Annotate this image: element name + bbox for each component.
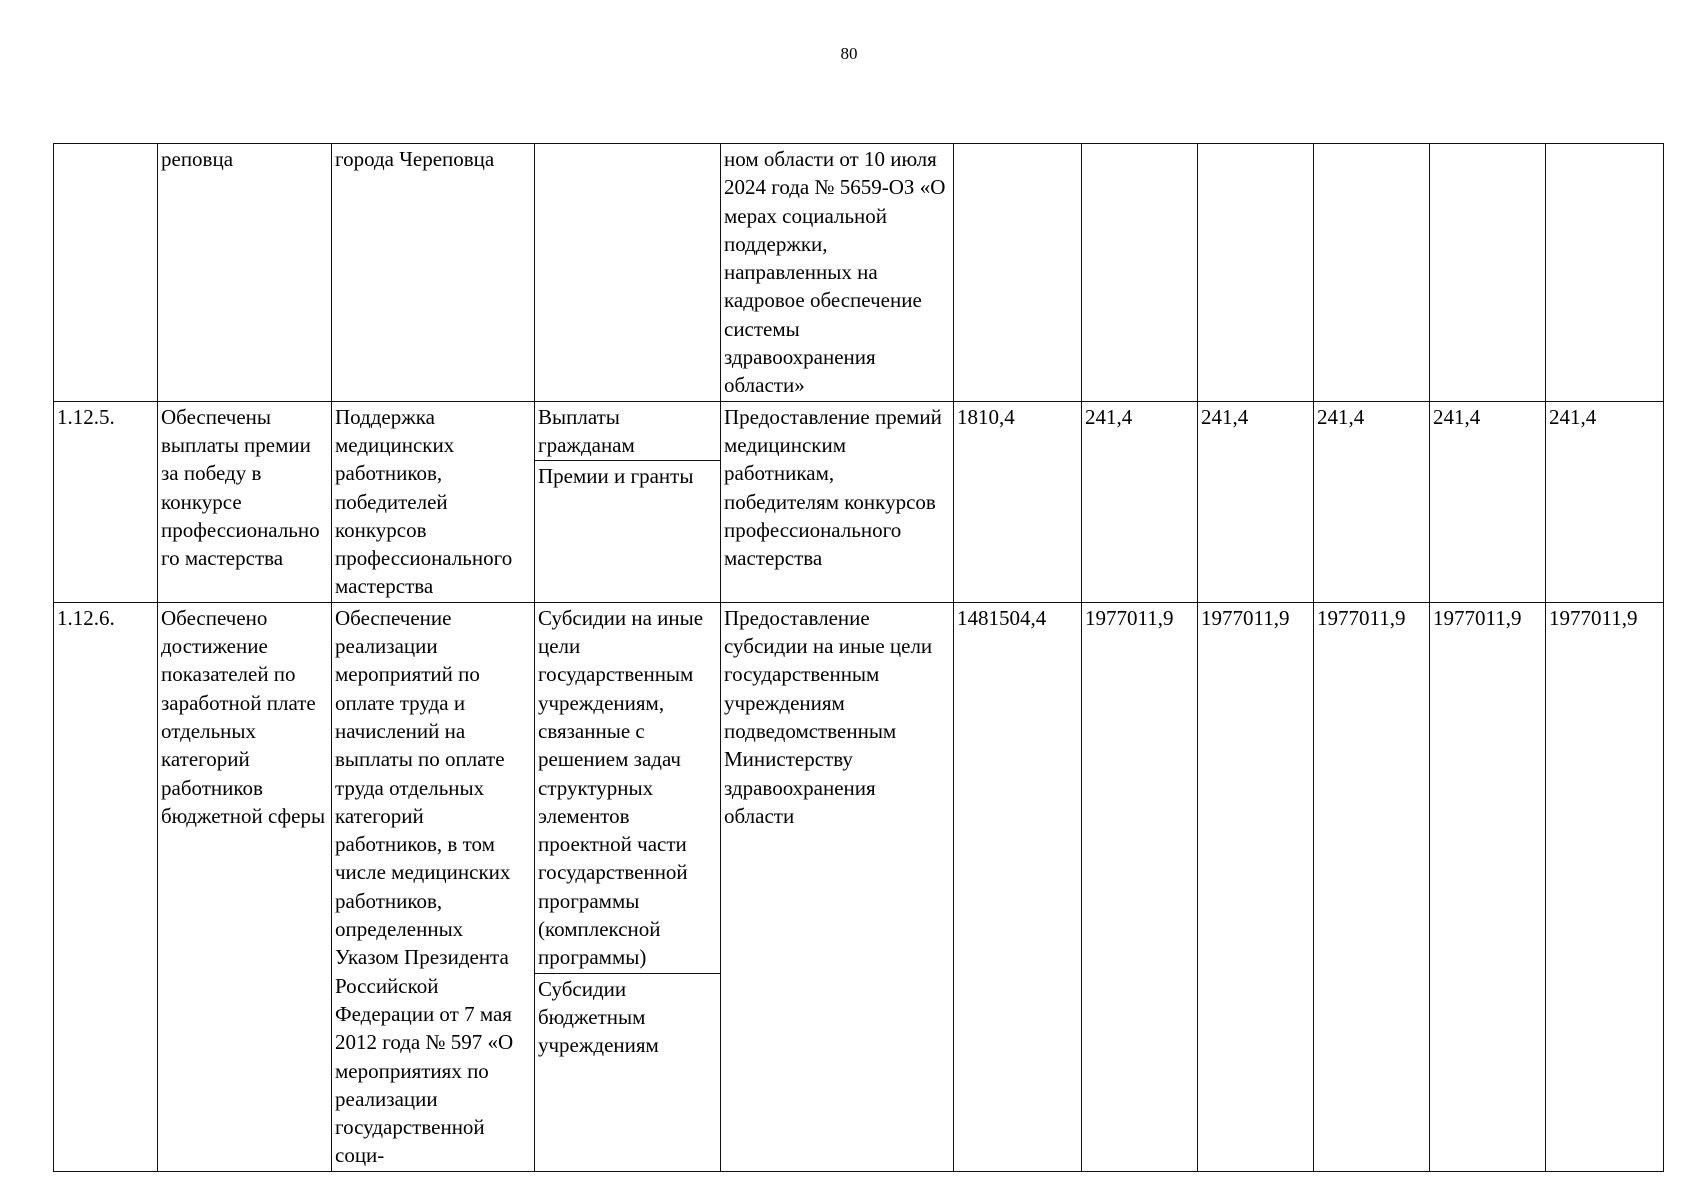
cell-value-5: 241,4 [1430,401,1546,602]
cell-value-6 [1546,144,1664,402]
cell-type-part: Премии и гранты [535,460,720,491]
page-number: 80 [840,44,858,63]
cell-type [535,602,721,1171]
cell-value-1: 1810,4 [954,401,1082,602]
cell-value-2 [1082,144,1198,402]
table-row [54,401,1664,602]
cell-type-part: Субсидии на иные цели государственным учреждениям, связанные с решением задач структурных элементов проектной части государственной программы (комплексной программы) [538,605,704,970]
cell-number [54,144,158,402]
cell-result: реповца [158,144,332,402]
cell-value-4 [1314,144,1430,402]
cell-value-6: 1977011,9 [1546,602,1664,1171]
table-row [54,144,1664,402]
cell-type-part: Выплаты гражданам [538,404,635,457]
measures-table [53,143,1664,1172]
cell-value-3 [1198,144,1314,402]
cell-number: 1.12.6. [54,602,158,1171]
cell-value-3: 1977011,9 [1198,602,1314,1171]
cell-measure: Обеспечение реализации мероприятий по оплате труда и начислений на выплаты по оплате труда отдельных категорий работников, в том числе медицинских работников, определенных Указом Президента Российской Федерации от 7 мая 2012 года № 597 «О мероприятиях по реализации государственной соци- [332,602,535,1171]
cell-value-2: 241,4 [1082,401,1198,602]
cell-description: ном области от 10 июля 2024 года № 5659-ОЗ «О мерах социальной поддержки, направленных на кадровое обеспечение системы здравоохранения области» [721,144,954,402]
cell-value-4: 241,4 [1314,401,1430,602]
cell-measure: Поддержка медицинских работников, победителей конкурсов профессионального мастерства [332,401,535,602]
cell-value-6: 241,4 [1546,401,1664,602]
cell-description: Предоставление премий медицинским работникам, победителям конкурсов профессионального мастерства [721,401,954,602]
cell-number: 1.12.5. [54,401,158,602]
cell-value-2: 1977011,9 [1082,602,1198,1171]
cell-value-5 [1430,144,1546,402]
cell-value-1 [954,144,1082,402]
cell-value-3: 241,4 [1198,401,1314,602]
cell-description: Предоставление субсидии на иные цели государственным учреждениям подведомственным Министерству здравоохранения области [721,602,954,1171]
cell-type [535,144,721,402]
cell-value-1: 1481504,4 [954,602,1082,1171]
cell-type-part: Субсидии бюджетным учреждениям [535,973,720,1061]
cell-value-4: 1977011,9 [1314,602,1430,1171]
cell-value-5: 1977011,9 [1430,602,1546,1171]
cell-type [535,401,721,602]
table-row [54,602,1664,1171]
cell-measure: города Череповца [332,144,535,402]
cell-result: Обеспечено достижение показателей по заработной плате отдельных категорий работников бюджетной сферы [158,602,332,1171]
cell-result: Обеспечены выплаты премии за победу в конкурсе профессионального мастерства [158,401,332,602]
